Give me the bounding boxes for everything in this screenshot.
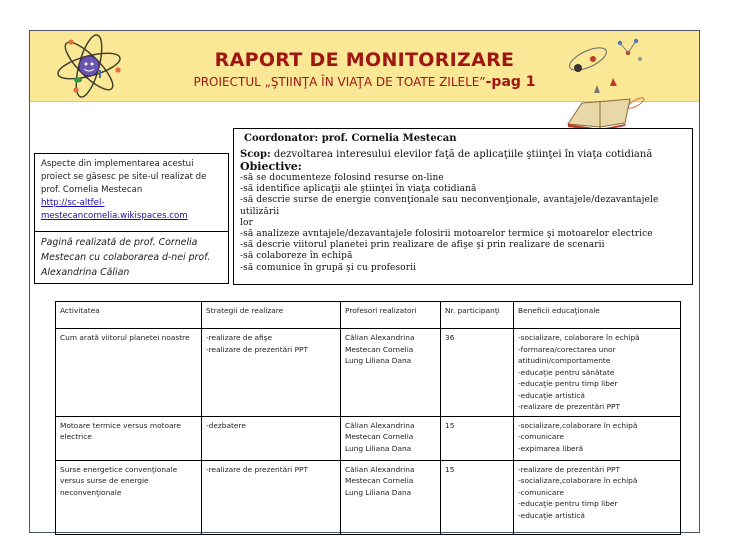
table-row [56, 329, 681, 417]
cell-line: -educaţie pentru timp liber [518, 499, 618, 508]
cell-strategies [202, 460, 341, 534]
table-row [56, 460, 681, 534]
header-participants: Nr. participanţi [441, 302, 514, 329]
coordinator-box [233, 128, 693, 285]
cell-line: electrice [60, 432, 92, 441]
cell-line: atitudini/comportamente [518, 356, 611, 365]
cell-line: -formarea/corectarea unor [518, 344, 616, 354]
table-header-row [56, 302, 681, 329]
cell-line: -educaţie pentru timp liber [518, 379, 618, 388]
scope-line [240, 149, 686, 161]
cell-activity [56, 460, 202, 534]
header-teachers: Profesori realizatori [341, 302, 441, 329]
header-benefits: Beneficii educaţionale [514, 302, 681, 329]
cell-line: -educaţie artistică [518, 390, 585, 400]
table-row [56, 416, 681, 460]
cell-line: -realizare de prezentări PPT [206, 464, 309, 474]
cell-activity [56, 416, 202, 460]
cell-line: Cum arată viitorul planetei noastre [60, 333, 190, 342]
coordinator-title: Coordonator: prof. Cornelia Mestecan [244, 133, 457, 144]
cell-line: Lung Liliana Dana [345, 356, 412, 365]
open-book-science-icon [550, 31, 655, 129]
cell-line: Lung Liliana Dana [345, 487, 412, 497]
objective-item: -să se documenteze folosind resurse on-line [240, 173, 444, 183]
cell-line: -socializare,colaborare în echipă [518, 420, 638, 430]
objective-item: -să analizeze avntajele/dezavantajele folosirii motoarelor termice şi motoarelor electrice [240, 229, 653, 240]
cell-line: -educaţie artistică [518, 510, 585, 520]
cell-strategies [202, 416, 341, 460]
header-activity: Activitatea [56, 302, 202, 329]
cell-line: Surse energetice convenţionale [60, 464, 178, 474]
activities-table [55, 301, 681, 535]
report-page [29, 30, 700, 533]
cell-line: versus surse de energie [60, 476, 149, 485]
wiki-link-part2[interactable]: mestecancornelia.wikispaces.com [41, 211, 188, 221]
objective-item: -să descrie surse de energie convenţionale sau neconvenţionale, avantajele/dezavantajele utilizării [240, 195, 659, 217]
cell-participants: 15 [441, 460, 514, 534]
cell-teachers [341, 460, 441, 534]
cell-line: Mestecan Cornelia [345, 432, 414, 441]
objective-item: -să identifice aplicaţii ale ştiinţei în viaţa cotidiană [240, 184, 477, 195]
cell-line: Mestecan Cornelia [345, 476, 414, 485]
credit-text: Pagină realizată de prof. Cornelia Mestecan cu colaborarea d-nei prof. Alexandrina Călian [41, 237, 211, 278]
objectives-list [240, 173, 686, 274]
activities-table-wrap [55, 301, 681, 535]
header-strategies: Strategii de realizare [202, 302, 341, 329]
cell-strategies [202, 329, 341, 417]
cell-teachers [341, 329, 441, 417]
objective-item: -să descrie viitorul planetei prin realizare de afişe şi prin realizare de scenarii [240, 240, 605, 251]
cell-line: -realizare de prezentări PPT [518, 402, 621, 411]
objective-item: -să colaboreze în echipă [240, 251, 353, 262]
objectives-label: Obiective: [240, 160, 302, 173]
cell-line: -socializare, colaborare în echipă [518, 333, 640, 342]
cell-line: -realizare de prezentări PPT [206, 344, 309, 354]
cell-line: Călian Alexandrina [345, 420, 415, 430]
cell-line: -realizare de afişe [206, 333, 273, 342]
cell-benefits [514, 416, 681, 460]
header-band [30, 31, 699, 102]
cell-line: -comunicare [518, 487, 564, 497]
objective-item: -să comunice în grupă şi cu profesorii [240, 262, 417, 273]
project-info-box [34, 153, 229, 232]
cell-teachers [341, 416, 441, 460]
cell-line: Mestecan Cornelia [345, 344, 414, 354]
cell-line: Motoare termice versus motoare [60, 420, 181, 430]
cell-participants: 15 [441, 416, 514, 460]
cell-line: -dezbatere [206, 420, 246, 430]
scope-label: Scop: [240, 149, 271, 160]
project-name: PROIECTUL „ŞTIINŢA ÎN VIAŢA DE TOATE ZILELE” [193, 75, 486, 89]
cell-line: neconvenţionale [60, 487, 122, 497]
wiki-link[interactable] [41, 198, 188, 221]
cell-participants: 36 [441, 329, 514, 417]
cell-line: -comunicare [518, 432, 564, 441]
cell-line: -expimarea liberă [518, 443, 584, 453]
cell-line: -educaţie pentru sănătate [518, 367, 615, 377]
cell-line: Lung Liliana Dana [345, 443, 412, 453]
objective-item: lor [240, 217, 253, 228]
cell-line: -realizare de prezentări PPT [518, 464, 621, 474]
wiki-link-part1[interactable]: http://sc-altfel- [41, 198, 105, 208]
cell-line: Călian Alexandrina [345, 333, 415, 342]
scope-text: dezvoltarea interesului elevilor faţă de aplicaţiile ştiinţei în viaţa cotidiană [270, 149, 653, 160]
cell-activity [56, 329, 202, 417]
page-label: -pag 1 [485, 74, 536, 90]
cell-line: Călian Alexandrina [345, 464, 415, 474]
cell-line: -socializare,colaborare în echipă [518, 476, 638, 485]
report-title: RAPORT DE MONITORIZARE [214, 49, 515, 71]
credit-box [34, 231, 229, 284]
cell-benefits [514, 329, 681, 417]
info-text: Aspecte din implementarea acestui proiect se găsesc pe site-ul realizat de prof. Cornelia Mestecan [41, 159, 207, 195]
cell-benefits [514, 460, 681, 534]
